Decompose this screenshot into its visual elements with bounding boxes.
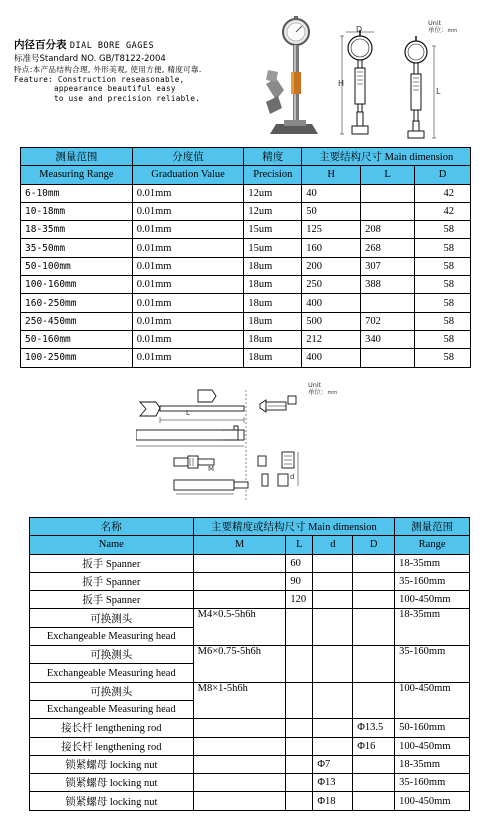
table2-row bbox=[30, 774, 470, 792]
table1-row bbox=[21, 330, 471, 348]
title-cn: 内径百分表 bbox=[14, 39, 67, 51]
name-cell: 扳手 Spanner bbox=[30, 572, 194, 590]
range-cell: 35-160mm bbox=[395, 646, 470, 683]
D-cell bbox=[353, 755, 395, 773]
table2-header-row-1 bbox=[30, 518, 470, 536]
H-cell: 250 bbox=[302, 276, 361, 294]
D-cell: 58 bbox=[415, 330, 471, 348]
L-cell bbox=[361, 184, 415, 202]
graduation-cell: 0.01mm bbox=[132, 330, 244, 348]
precision-cell: 15um bbox=[244, 239, 302, 257]
product-title bbox=[14, 38, 274, 53]
accessories-table bbox=[29, 517, 470, 811]
range-cell: 18-35mm bbox=[395, 609, 470, 646]
L-cell bbox=[286, 774, 313, 792]
D-cell: 42 bbox=[415, 202, 471, 220]
table2-row bbox=[30, 755, 470, 773]
range-cell: 160-250mm bbox=[21, 294, 133, 312]
L-cell: 340 bbox=[361, 330, 415, 348]
D-cell: 58 bbox=[415, 221, 471, 239]
M-cell bbox=[193, 792, 286, 810]
d-cell: Φ13 bbox=[313, 774, 353, 792]
header-D-2: D bbox=[353, 536, 395, 554]
table1-row bbox=[21, 276, 471, 294]
D-cell bbox=[353, 682, 395, 719]
L-cell: 208 bbox=[361, 221, 415, 239]
precision-cell: 18um bbox=[244, 276, 302, 294]
name-cell: 接长杆 lengthening rod bbox=[30, 719, 194, 737]
name-cell: 扳手 Spanner bbox=[30, 591, 194, 609]
label-L-spanner: L bbox=[186, 409, 190, 417]
unit-value: mm bbox=[447, 28, 458, 34]
table1-row bbox=[21, 221, 471, 239]
table1-row bbox=[21, 312, 471, 330]
range-cell: 6-10mm bbox=[21, 184, 133, 202]
M-cell: M4×0.5-5h6h bbox=[193, 609, 286, 646]
accessories-drawing bbox=[136, 386, 358, 504]
header-range-cn: 测量范围 bbox=[21, 148, 133, 166]
header-H: H bbox=[302, 166, 361, 184]
range-cell: 250-450mm bbox=[21, 312, 133, 330]
header-grad-cn: 分度值 bbox=[132, 148, 244, 166]
graduation-cell: 0.01mm bbox=[132, 184, 244, 202]
L-cell: 702 bbox=[361, 312, 415, 330]
range-cell: 35-160mm bbox=[395, 572, 470, 590]
M-cell bbox=[193, 719, 286, 737]
D-cell: 58 bbox=[415, 239, 471, 257]
H-cell: 160 bbox=[302, 239, 361, 257]
L-cell bbox=[361, 294, 415, 312]
D-cell: 58 bbox=[415, 312, 471, 330]
L-cell: 60 bbox=[286, 554, 313, 572]
L-cell bbox=[286, 646, 313, 683]
label-D: D bbox=[356, 25, 363, 34]
D-cell: 42 bbox=[415, 184, 471, 202]
range-cell: 100-450mm bbox=[395, 737, 470, 755]
header-range-cn-2: 测量范围 bbox=[395, 518, 470, 536]
header-prec-en: Precision bbox=[244, 166, 302, 184]
header-name-cn: 名称 bbox=[30, 518, 194, 536]
L-cell: 307 bbox=[361, 257, 415, 275]
unit-en: Unit bbox=[308, 381, 322, 389]
L-cell: 90 bbox=[286, 572, 313, 590]
header-range-en: Measuring Range bbox=[21, 166, 133, 184]
M-cell bbox=[193, 572, 286, 590]
range-cell: 10-18mm bbox=[21, 202, 133, 220]
header-block bbox=[14, 38, 274, 103]
name-cell: 扳手 Spanner bbox=[30, 554, 194, 572]
name-cell: 可换测头 bbox=[30, 609, 194, 627]
graduation-cell: 0.01mm bbox=[132, 221, 244, 239]
D-cell bbox=[353, 609, 395, 646]
range-cell: 100-160mm bbox=[21, 276, 133, 294]
L-cell: 268 bbox=[361, 239, 415, 257]
range-cell: 50-160mm bbox=[395, 719, 470, 737]
L-cell: 120 bbox=[286, 591, 313, 609]
graduation-cell: 0.01mm bbox=[132, 349, 244, 367]
table2-row bbox=[30, 646, 470, 664]
M-cell bbox=[193, 554, 286, 572]
header-grad-en: Graduation Value bbox=[132, 166, 244, 184]
table2-row bbox=[30, 591, 470, 609]
range-cell: 100-250mm bbox=[21, 349, 133, 367]
header-name-en: Name bbox=[30, 536, 194, 554]
range-cell: 100-450mm bbox=[395, 591, 470, 609]
M-cell bbox=[193, 591, 286, 609]
range-cell: 50-160mm bbox=[21, 330, 133, 348]
dial-bore-gauge-photo bbox=[262, 10, 328, 144]
precision-cell: 18um bbox=[244, 294, 302, 312]
range-cell: 35-50mm bbox=[21, 239, 133, 257]
feature-en-3: to use and precision reliable. bbox=[54, 93, 201, 103]
header-M: M bbox=[193, 536, 286, 554]
unit-cn: 单位： bbox=[428, 26, 448, 34]
d-cell bbox=[313, 682, 353, 719]
table2-row bbox=[30, 609, 470, 627]
L-cell: 388 bbox=[361, 276, 415, 294]
L-cell bbox=[286, 737, 313, 755]
H-cell: 200 bbox=[302, 257, 361, 275]
L-cell bbox=[361, 202, 415, 220]
d-cell: Φ7 bbox=[313, 755, 353, 773]
name-en-cell: Exchangeable Measuring head bbox=[30, 627, 194, 645]
range-cell: 18-35mm bbox=[395, 755, 470, 773]
H-cell: 40 bbox=[302, 184, 361, 202]
L-cell bbox=[361, 349, 415, 367]
range-cell: 35-160mm bbox=[395, 774, 470, 792]
title-en: DIAL BORE GAGES bbox=[69, 41, 155, 51]
header-prec-cn: 精度 bbox=[244, 148, 302, 166]
feature-cn: 特点:本产品结构合理, 外形美观, 使用方便, 精度可靠. bbox=[14, 65, 202, 74]
header-L: L bbox=[361, 166, 415, 184]
d-cell bbox=[313, 737, 353, 755]
D-cell: Φ13.5 bbox=[353, 719, 395, 737]
feature-en-2: appearance beautiful easy bbox=[54, 84, 176, 93]
range-cell: 18-35mm bbox=[21, 221, 133, 239]
d-cell: Φ18 bbox=[313, 792, 353, 810]
d-cell bbox=[313, 572, 353, 590]
label-M: M bbox=[208, 465, 215, 473]
header-D: D bbox=[415, 166, 471, 184]
M-cell bbox=[193, 737, 286, 755]
table2-row bbox=[30, 719, 470, 737]
range-cell: 18-35mm bbox=[395, 554, 470, 572]
table1-header-row-1 bbox=[21, 148, 471, 166]
name-cell: 可换测头 bbox=[30, 646, 194, 664]
name-en-cell: Exchangeable Measuring head bbox=[30, 664, 194, 682]
range-cell: 100-450mm bbox=[395, 792, 470, 810]
precision-cell: 12um bbox=[244, 184, 302, 202]
L-cell bbox=[286, 609, 313, 646]
name-cell: 锁紧螺母 locking nut bbox=[30, 792, 194, 810]
D-cell bbox=[353, 591, 395, 609]
name-cell: 可换测头 bbox=[30, 682, 194, 700]
table2-row bbox=[30, 572, 470, 590]
H-cell: 125 bbox=[302, 221, 361, 239]
M-cell: M6×0.75-5h6h bbox=[193, 646, 286, 683]
d-cell bbox=[313, 646, 353, 683]
header-main-dim-2: 主要精度或结构尺寸 Main dimension bbox=[193, 518, 395, 536]
graduation-cell: 0.01mm bbox=[132, 202, 244, 220]
table1-row bbox=[21, 257, 471, 275]
graduation-cell: 0.01mm bbox=[132, 239, 244, 257]
gauge-drawing-2 bbox=[394, 36, 440, 146]
table1-row bbox=[21, 349, 471, 367]
name-cell: 锁紧螺母 locking nut bbox=[30, 774, 194, 792]
table1-header-row-2 bbox=[21, 166, 471, 184]
D-cell: Φ16 bbox=[353, 737, 395, 755]
M-cell: M8×1-5h6h bbox=[193, 682, 286, 719]
standard-number: 标准号Standard NO. GB/T8122-2004 bbox=[14, 54, 166, 64]
D-cell bbox=[353, 774, 395, 792]
table2-row bbox=[30, 682, 470, 700]
M-cell bbox=[193, 755, 286, 773]
L-cell bbox=[286, 682, 313, 719]
precision-cell: 18um bbox=[244, 349, 302, 367]
d-cell bbox=[313, 609, 353, 646]
H-cell: 400 bbox=[302, 294, 361, 312]
table2-header-row-2 bbox=[30, 536, 470, 554]
name-cell: 锁紧螺母 locking nut bbox=[30, 755, 194, 773]
precision-cell: 15um bbox=[244, 221, 302, 239]
unit-label-top bbox=[428, 20, 457, 35]
precision-cell: 18um bbox=[244, 312, 302, 330]
graduation-cell: 0.01mm bbox=[132, 294, 244, 312]
header-L-2: L bbox=[286, 536, 313, 554]
table1-row bbox=[21, 184, 471, 202]
specification-table bbox=[20, 147, 471, 368]
table1-row bbox=[21, 294, 471, 312]
table2-row bbox=[30, 792, 470, 810]
D-cell bbox=[353, 572, 395, 590]
table1-row bbox=[21, 202, 471, 220]
d-cell bbox=[313, 554, 353, 572]
name-cell: 接长杆 lengthening rod bbox=[30, 737, 194, 755]
graduation-cell: 0.01mm bbox=[132, 276, 244, 294]
label-L: L bbox=[436, 87, 441, 96]
M-cell bbox=[193, 774, 286, 792]
header-d: d bbox=[313, 536, 353, 554]
graduation-cell: 0.01mm bbox=[132, 312, 244, 330]
label-d: d bbox=[290, 473, 295, 481]
header-range-en-2: Range bbox=[395, 536, 470, 554]
H-cell: 400 bbox=[302, 349, 361, 367]
unit-value: mm bbox=[327, 390, 338, 396]
D-cell bbox=[353, 554, 395, 572]
D-cell bbox=[353, 792, 395, 810]
L-cell bbox=[286, 719, 313, 737]
D-cell: 58 bbox=[415, 349, 471, 367]
table2-row bbox=[30, 737, 470, 755]
range-cell: 50-100mm bbox=[21, 257, 133, 275]
unit-en: Unit bbox=[428, 19, 442, 27]
table2-row bbox=[30, 554, 470, 572]
D-cell: 58 bbox=[415, 257, 471, 275]
D-cell: 58 bbox=[415, 276, 471, 294]
d-cell bbox=[313, 591, 353, 609]
D-cell: 58 bbox=[415, 294, 471, 312]
precision-cell: 12um bbox=[244, 202, 302, 220]
D-cell bbox=[353, 646, 395, 683]
precision-cell: 18um bbox=[244, 330, 302, 348]
feature-en-1: Feature: Construction reseasonable, bbox=[14, 74, 185, 84]
H-cell: 212 bbox=[302, 330, 361, 348]
H-cell: 500 bbox=[302, 312, 361, 330]
range-cell: 100-450mm bbox=[395, 682, 470, 719]
label-H: H bbox=[338, 79, 345, 88]
unit-cn: 单位： bbox=[308, 388, 328, 396]
H-cell: 50 bbox=[302, 202, 361, 220]
table1-row bbox=[21, 239, 471, 257]
L-cell bbox=[286, 792, 313, 810]
header-main-dim: 主要结构尺寸 Main dimension bbox=[302, 148, 471, 166]
d-cell bbox=[313, 719, 353, 737]
L-cell bbox=[286, 755, 313, 773]
name-en-cell: Exchangeable Measuring head bbox=[30, 700, 194, 718]
precision-cell: 18um bbox=[244, 257, 302, 275]
graduation-cell: 0.01mm bbox=[132, 257, 244, 275]
